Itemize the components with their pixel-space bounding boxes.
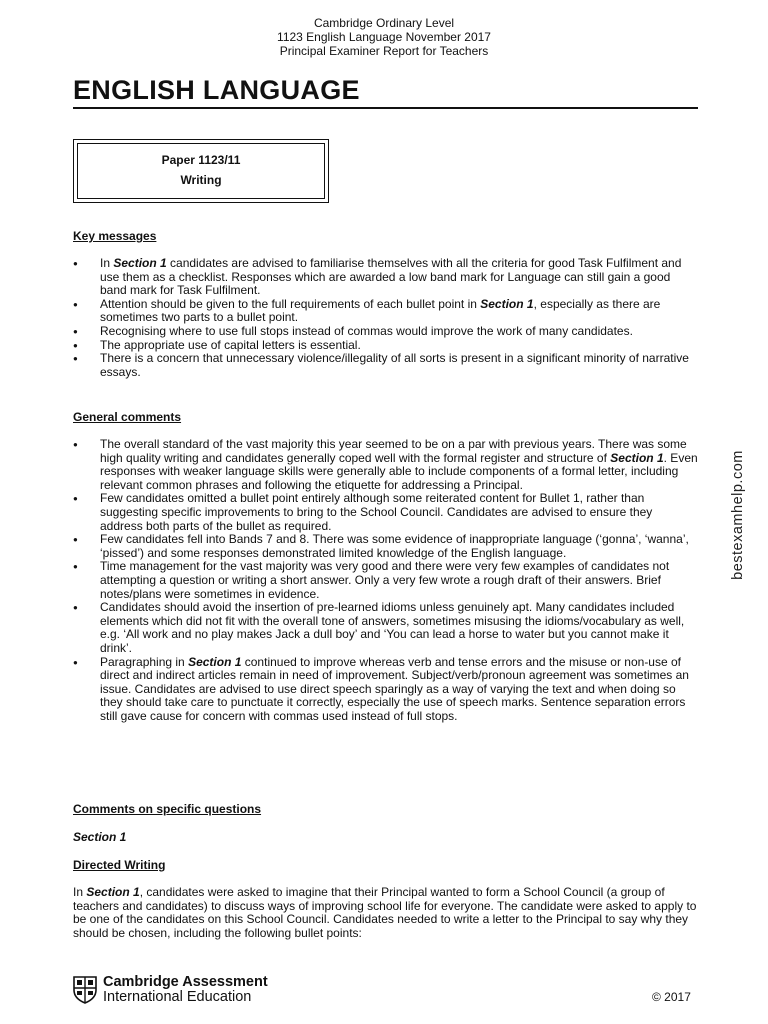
crest-icon (73, 976, 97, 1004)
bullet-item (73, 257, 698, 298)
logo-line-1: Cambridge Assessment (103, 974, 268, 990)
bullet-item (73, 656, 698, 724)
specific-questions-heading: Comments on specific questions (73, 802, 262, 816)
bullet-item (73, 438, 698, 492)
body-text: Attention should be given to the full requirements of each bullet point in (100, 296, 481, 311)
emphasis-text: Section 1 (480, 296, 534, 311)
logo-line-2: International Education (103, 989, 252, 1005)
copyright: © 2017 (652, 990, 691, 1004)
directed-writing-heading: Directed Writing (73, 858, 166, 872)
bullet-item (73, 533, 698, 560)
emphasis-text: Section 1 (113, 256, 167, 270)
general-comments-heading: General comments (73, 410, 182, 424)
watermark (727, 440, 749, 590)
header-qualification: Cambridge Ordinary Level (313, 16, 455, 30)
body-text: In (100, 256, 114, 270)
bullet-item (73, 601, 698, 655)
body-text: , especially as there are sometimes two parts to a bullet point. (100, 296, 661, 325)
cambridge-logo (73, 975, 273, 1007)
watermark-text: bestexamhelp.com (730, 450, 746, 580)
emphasis-text: Section 1 (86, 885, 140, 899)
body-text: Time management for the vast majority was very good and there were very few examples of candidates not attempting a question or writing a short answer. Only a very few wrote a rough draft of their answers. Brief notes/plans were sometimes in evidence. (100, 559, 670, 601)
body-text: Few candidates fell into Bands 7 and 8. There was some evidence of inappropriate language (‘gonna’, ‘wanna’, ‘pissed’) and some responses demonstrated limited knowledge of the English language. (100, 532, 689, 560)
paper-info-box (73, 139, 329, 203)
header-report-type: Principal Examiner Report for Teachers (279, 44, 489, 58)
bullet-item (73, 352, 698, 379)
body-text: The appropriate use of capital letters is essential. (100, 337, 361, 352)
paper-number: Paper 1123/11 (161, 153, 241, 167)
body-text: In (73, 885, 87, 899)
bullet-item (73, 560, 698, 601)
title-rule (73, 107, 698, 109)
logo-wordmark (103, 975, 268, 1005)
bullet-item (73, 298, 698, 325)
report-header (0, 16, 768, 58)
section-label: Section 1 (73, 830, 127, 844)
key-messages-heading: Key messages (73, 229, 157, 243)
body-text: Few candidates omitted a bullet point entirely although some reiterated content for Bullet 1, rather than suggesting specific improvements to bring to the School Council. Candidates are advised to ensure they address both parts of the bullet as required. (100, 491, 653, 533)
body-text: There is a concern that unnecessary violence/illegality of all sorts is present in a significant minority of narrative essays. (100, 351, 689, 379)
body-text: Candidates should avoid the insertion of pre-learned idioms unless genuinely apt. Many candidates included elements which did not fit with the overall tone of answers, sometimes misusing the idioms/vocabulary as well, e.g. ‘All work and no play makes Jack a dull boy’ and ‘You can lead a horse to water but you cannot make it drink’. (100, 600, 685, 655)
paper-info-box-inner (77, 143, 325, 199)
bullet-item (73, 325, 698, 339)
bullet-item (73, 492, 698, 533)
header-syllabus: 1123 English Language November 2017 (277, 30, 491, 44)
directed-writing-paragraph (73, 886, 698, 940)
body-text: Recognising where to use full stops instead of commas would improve the work of many candidates. (100, 323, 633, 338)
bullet-item (73, 339, 698, 353)
body-text: . Even responses with weaker language skills were generally able to include components of a formal letter, including relevant common phrases and following the etiquette for addressing a Principal. (100, 450, 698, 492)
general-comments-list (73, 438, 698, 723)
document-title: ENGLISH LANGUAGE (73, 75, 360, 105)
paper-component: Writing (180, 173, 222, 187)
body-text: continued to improve whereas verb and tense errors and the misuse or non-use of direct and indirect articles remain in need of improvement. Subject/verb/pronoun agreement was sometimes an issue. Candidates are advised to use direct speech sparingly as a way of varying the text and when doing so they should take care to punctuate it correctly, especially the use of speech marks. Sentence separation errors still gave cause for concern with commas used instead of full stops. (100, 654, 689, 723)
emphasis-text: Section 1 (188, 654, 242, 669)
body-text: Paragraphing in (100, 654, 189, 669)
body-text: candidates are advised to familiarise themselves with all the criteria for good Task Fulfilment and use them as a checklist. Responses which are awarded a low band mark for Language can still gain a good band mark for Task Fulfilment. (100, 256, 682, 298)
emphasis-text: Section 1 (610, 450, 664, 465)
key-messages-list (73, 257, 698, 379)
body-text: , candidates were asked to imagine that their Principal wanted to form a School Council (a group of teachers and candidates) to discuss ways of improving school life for everyone. The candidate were asked to apply to be one of the candidates on this School Council. Candidates needed to write a letter to the Principal to say why they should be chosen, including the following bullet points: (73, 885, 697, 940)
body-text: The overall standard of the vast majority this year seemed to be on a par with previous years. There was some high quality writing and candidates generally coped well with the formal register and structure of (100, 437, 687, 465)
